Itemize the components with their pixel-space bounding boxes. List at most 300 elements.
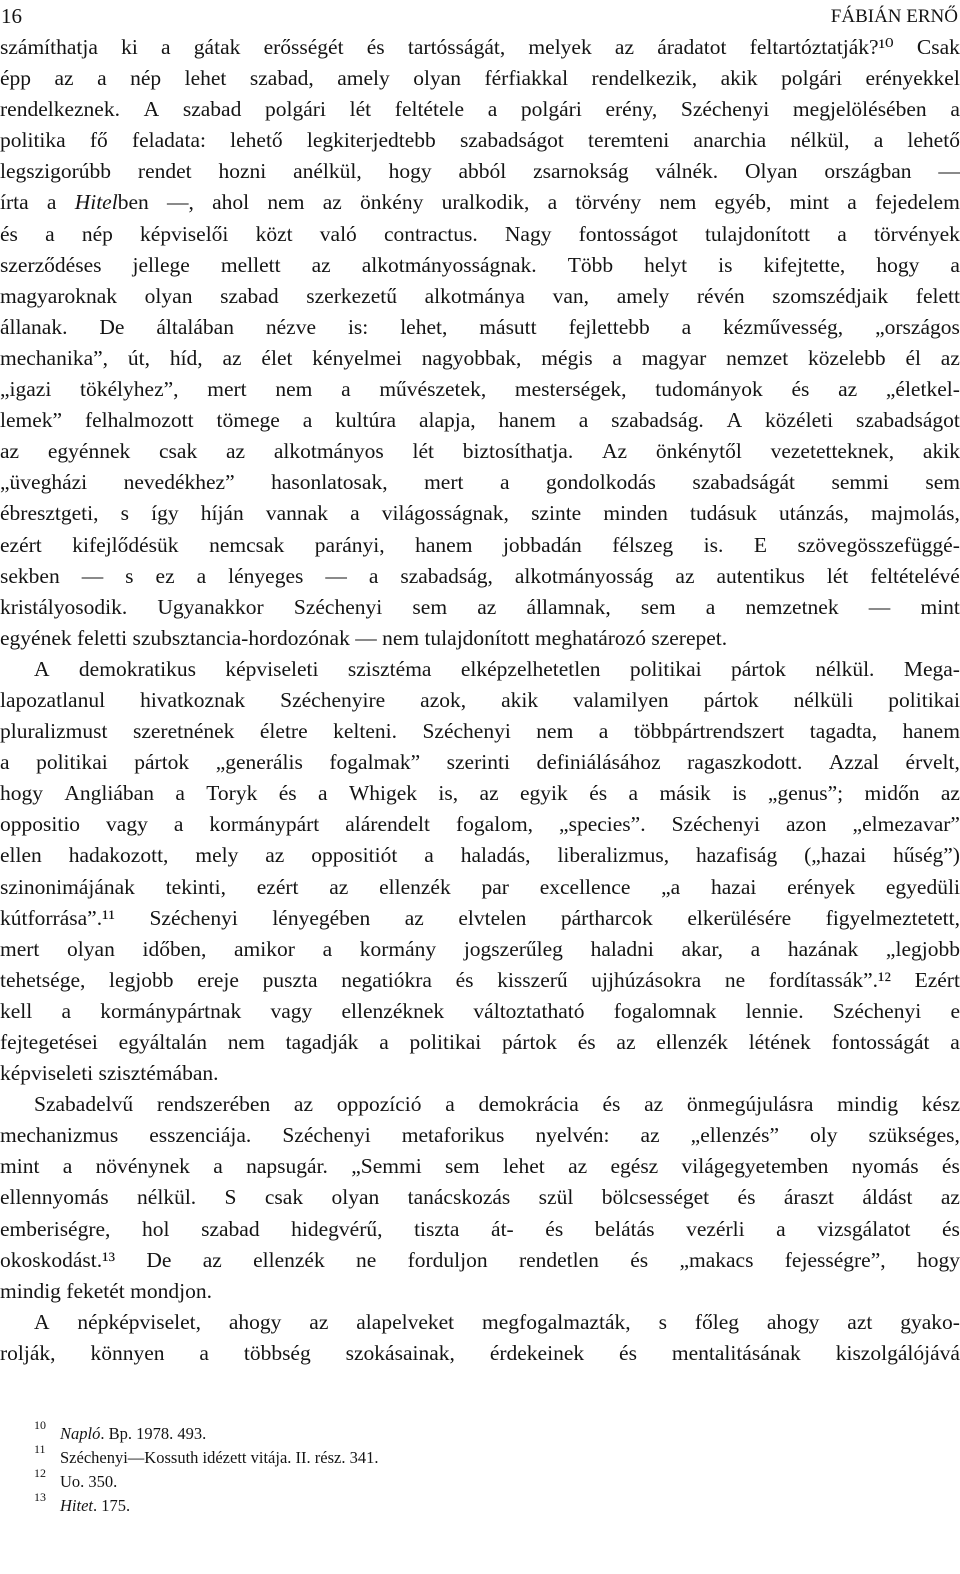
word: is, — [438, 781, 459, 806]
word: Széchenyi — [149, 905, 238, 930]
word: Olyan — [744, 159, 798, 184]
word: emberiségre, — [0, 1216, 111, 1241]
word: lehető — [907, 128, 960, 153]
word: lényegében — [272, 905, 371, 930]
word: a — [61, 998, 72, 1023]
word: szükséges, — [868, 1123, 960, 1148]
word: szabad — [182, 97, 242, 122]
word: szül — [538, 1185, 574, 1210]
word: utánzás, — [778, 501, 849, 526]
word: ki — [121, 35, 138, 59]
word: és — [737, 1185, 756, 1210]
word: az — [311, 252, 331, 277]
word: fejességre”, — [784, 1247, 886, 1272]
word: a — [318, 781, 328, 806]
word: mindig — [837, 1092, 899, 1117]
word: a — [341, 377, 351, 402]
word: rendszerében — [156, 1092, 271, 1117]
word: sekben — [0, 563, 60, 588]
text-line — [0, 809, 960, 840]
word: „generális — [215, 750, 303, 775]
word: nélkül, — [790, 128, 850, 153]
word: a — [97, 66, 107, 91]
word: való — [319, 221, 357, 246]
word: és — [366, 35, 385, 59]
word: amely — [616, 283, 670, 308]
word: Hitelben — [74, 190, 149, 215]
word: „ellenzés” — [690, 1123, 779, 1148]
word: negatiókra — [341, 967, 432, 992]
footnotes — [0, 1418, 960, 1518]
word: felett — [915, 283, 960, 308]
word: szabad — [220, 283, 279, 308]
word: a — [950, 1030, 960, 1054]
word: alkotmányos — [273, 439, 384, 464]
word: a — [578, 408, 589, 433]
word: politikai — [888, 687, 960, 712]
page-header — [0, 4, 960, 32]
word: lemek” — [0, 408, 63, 433]
text-line — [0, 716, 960, 747]
word: a — [612, 345, 622, 370]
word: így — [151, 501, 179, 526]
word: mert — [424, 470, 464, 495]
word: a — [547, 190, 558, 215]
word: Széchenyi — [680, 97, 770, 122]
word: hanem — [415, 532, 473, 557]
word: mint — [789, 190, 830, 215]
word: művészetek, — [379, 377, 487, 402]
word: áldást — [862, 1185, 913, 1210]
word: népképviselet, — [77, 1309, 201, 1334]
word: Több — [567, 252, 614, 277]
word: feltétele — [394, 97, 465, 122]
word: tanácskozás — [407, 1185, 511, 1210]
word: definiálásához — [536, 750, 661, 775]
word: lehető — [230, 128, 283, 153]
word: elvtelen — [458, 905, 527, 930]
word: szövegösszefüggé- — [797, 532, 960, 557]
word: szisztéma — [347, 656, 432, 681]
word: hazai — [710, 874, 757, 899]
word: „üvegházi — [0, 470, 88, 495]
word: áraszt — [783, 1185, 834, 1210]
word: bölcsességet — [601, 1185, 710, 1210]
text-line — [0, 94, 960, 125]
word: hogy — [876, 252, 920, 277]
word: ragaszkodott. — [687, 750, 803, 775]
word: kiszolgálójává — [835, 1340, 960, 1365]
word: lényeges — [228, 563, 304, 588]
word: ujjhúzásokra — [591, 967, 702, 992]
word: a — [62, 1154, 73, 1179]
word: napsugár. — [246, 1154, 328, 1179]
word: az — [202, 1247, 222, 1272]
word: egyéb, — [714, 190, 772, 215]
word: és — [619, 1340, 637, 1365]
word: ellenzék — [253, 1247, 325, 1272]
word: tulajdonított — [704, 221, 811, 246]
word: feltartóztatják?¹⁰ — [749, 35, 894, 59]
word: kelteni. — [333, 719, 397, 744]
word: azon — [785, 812, 827, 837]
word: fontosságát — [831, 1030, 930, 1054]
word: ellenzéknek — [341, 998, 445, 1023]
word: szabad — [201, 1216, 260, 1241]
word: mely — [195, 843, 239, 868]
text-line — [0, 156, 960, 187]
word: pártok — [134, 750, 190, 775]
word: időben, — [142, 936, 207, 961]
word: liberalizmus, — [557, 843, 670, 868]
word: az — [614, 35, 635, 59]
text-line — [0, 561, 960, 592]
word: olyan — [331, 1185, 380, 1210]
word: gátak — [193, 35, 241, 59]
word: parányi, — [314, 532, 385, 557]
word: Széchenyi — [293, 594, 383, 619]
word: az — [479, 781, 499, 806]
word: rendet — [137, 159, 192, 184]
word: képviseleti — [225, 656, 319, 681]
word: a — [45, 221, 55, 246]
word: és — [577, 1030, 596, 1054]
line-text: képviseleti szisztémában. — [0, 1061, 219, 1086]
word: — — [938, 159, 960, 184]
word: pártok — [730, 656, 786, 681]
word: a — [161, 35, 171, 59]
word: magyar — [641, 345, 707, 370]
word: a — [628, 781, 639, 806]
word: akik — [922, 439, 960, 464]
word: a — [368, 563, 379, 588]
text-line — [0, 125, 960, 156]
text-line — [0, 747, 960, 778]
word: szerkezetű — [306, 283, 397, 308]
text-line — [0, 32, 960, 63]
word: Ezért — [914, 967, 960, 992]
word: akik — [720, 66, 758, 91]
word: akar, — [681, 936, 724, 961]
word: midőn — [864, 781, 920, 806]
word: Széchenyire — [280, 687, 386, 712]
footnote-text: Uo. 350. — [60, 1472, 118, 1491]
word: mellett — [220, 252, 281, 277]
word: fő — [89, 128, 108, 153]
text-line — [0, 996, 960, 1027]
word: élet — [261, 345, 293, 370]
word: ébresztgeti, — [0, 501, 99, 526]
word: fejtegetései — [0, 1030, 98, 1054]
word: hogy — [916, 1247, 960, 1272]
word: és — [602, 1092, 621, 1117]
word: az — [940, 1185, 960, 1210]
text-line — [0, 1307, 960, 1338]
word: uralkodik, — [441, 190, 530, 215]
footnote-text: Hitet. 175. — [60, 1496, 131, 1515]
word: pártok — [703, 687, 759, 712]
word: S — [224, 1185, 237, 1210]
word: szabadságát — [692, 470, 796, 495]
word: A — [34, 656, 50, 681]
word: jellege — [132, 252, 190, 277]
word: azt — [847, 1309, 873, 1334]
word: hazának — [787, 936, 859, 961]
word: haladni — [590, 936, 654, 961]
word: — — [325, 563, 347, 588]
word: ellenzék — [656, 1030, 728, 1054]
word: egész — [610, 1154, 659, 1179]
word: a — [837, 221, 847, 246]
word: önmegújulásra — [686, 1092, 814, 1117]
word: főleg — [694, 1309, 739, 1334]
word: országban — [824, 159, 912, 184]
word: mégis — [541, 345, 593, 370]
word: az — [640, 1123, 660, 1148]
text-line — [0, 654, 960, 685]
word: hidegvérű, — [291, 1216, 383, 1241]
word: lét — [349, 97, 372, 122]
word: az — [329, 874, 349, 899]
word: Csak — [916, 35, 960, 59]
word: tökélyhez”, — [80, 377, 179, 402]
word: életre — [259, 719, 308, 744]
word: szabadság, — [400, 563, 493, 588]
word: mert — [207, 377, 247, 402]
word: hazafiság — [696, 843, 778, 868]
word: ne — [356, 1247, 377, 1272]
word: Whigek — [348, 781, 418, 806]
word: politikai — [629, 656, 702, 681]
word: melyek — [528, 35, 592, 59]
word: demokrácia — [478, 1092, 579, 1117]
word: lehet, — [400, 314, 448, 339]
word: az — [309, 1309, 329, 1334]
text-line — [0, 467, 960, 498]
footnote-number: 11 — [34, 1442, 46, 1456]
text-line — [0, 872, 960, 903]
word: anélkül, — [293, 159, 362, 184]
word: érdekeinek — [489, 1340, 585, 1365]
word: tagadják — [285, 1030, 359, 1054]
word: az — [644, 1092, 664, 1117]
word: a — [950, 252, 960, 277]
word: alárendelt — [345, 812, 431, 837]
word: Mega- — [903, 656, 960, 681]
text-line — [0, 312, 960, 343]
word: olyan — [67, 936, 115, 961]
word: rendelkezik, — [591, 66, 698, 91]
word: szabad, — [249, 66, 314, 91]
word: jobbadán — [502, 532, 582, 557]
word: „genus”; — [767, 781, 844, 806]
word: kell — [0, 998, 33, 1023]
word: híján — [200, 501, 244, 526]
word: legkiterjedtebb — [306, 128, 436, 153]
word: a — [379, 1030, 389, 1054]
word: másik — [659, 781, 711, 806]
word: metaforikus — [401, 1123, 505, 1148]
text-line — [0, 778, 960, 809]
word: közéleti — [765, 408, 834, 433]
word: hadakozott, — [68, 843, 169, 868]
word: kézművesség, — [723, 314, 844, 339]
word: mechanizmus — [0, 1123, 119, 1148]
word: és — [545, 1216, 564, 1241]
word: polgári — [520, 97, 582, 122]
word: erősségét — [263, 35, 344, 59]
word: többpártrendszert — [633, 719, 785, 744]
word: kényelmei — [312, 345, 402, 370]
word: mint — [0, 1154, 40, 1179]
word: azok, — [420, 687, 467, 712]
word: sem — [925, 470, 960, 495]
word: De — [146, 1247, 172, 1272]
text-line — [0, 1058, 960, 1089]
word: okoskodást.¹³ — [0, 1247, 116, 1272]
word: vagy — [270, 998, 313, 1023]
word: sem — [412, 594, 448, 619]
word: a — [776, 1216, 786, 1241]
text-line — [0, 1151, 960, 1182]
text-line — [0, 592, 960, 623]
word: az — [54, 66, 74, 91]
text-line — [0, 840, 960, 871]
word: félszeg — [612, 532, 674, 557]
word: belátás — [594, 1216, 655, 1241]
word: többség — [243, 1340, 311, 1365]
word: az — [225, 439, 246, 464]
footnote-number: 13 — [34, 1490, 46, 1504]
word: abból — [458, 159, 507, 184]
word: polgári — [781, 66, 843, 91]
word: amely — [337, 66, 390, 91]
word: gyako- — [900, 1309, 960, 1334]
text-line — [0, 343, 960, 374]
word: Széchenyi — [422, 719, 511, 744]
word: tiszta — [414, 1216, 460, 1241]
word: az — [322, 190, 342, 215]
word: vannak — [265, 501, 328, 526]
word: általában — [156, 314, 234, 339]
word: a — [950, 97, 960, 122]
word: figyelmeztetett, — [825, 905, 960, 930]
word: E — [753, 532, 767, 557]
word: vezetetteknek, — [770, 439, 895, 464]
word: jogszerűleg — [463, 936, 563, 961]
text-line — [0, 1182, 960, 1213]
word: az — [477, 594, 497, 619]
word: biztosíthatja. — [462, 439, 574, 464]
word: Angliában — [64, 781, 154, 806]
word: Szabadelvű — [34, 1092, 134, 1117]
word: az — [265, 843, 285, 868]
word: van, — [552, 283, 590, 308]
word: és — [791, 377, 810, 402]
word: A — [143, 97, 160, 122]
word: mert — [0, 936, 40, 961]
text-line — [0, 1120, 960, 1151]
word: szabadságot — [855, 408, 960, 433]
word: tömege — [216, 408, 280, 433]
word: ezért — [256, 874, 299, 899]
word: amikor — [234, 936, 295, 961]
word: az — [0, 439, 20, 464]
word: Széchenyi — [671, 812, 760, 837]
word: világosságnak, — [381, 501, 509, 526]
word: szabadság. — [611, 408, 704, 433]
word: ne — [724, 967, 746, 992]
word: és — [630, 1247, 649, 1272]
word: fejedelem — [875, 190, 960, 215]
word: —, — [167, 190, 194, 215]
text-line — [0, 1089, 960, 1120]
word: lehet — [502, 1154, 545, 1179]
text-line — [0, 1245, 960, 1276]
text-line — [0, 63, 960, 94]
word: az — [940, 781, 960, 806]
word: hol — [142, 1216, 170, 1241]
word: szeretnének — [132, 719, 235, 744]
word: szomszédjaik — [772, 283, 889, 308]
text-line — [0, 685, 960, 716]
word: áradatot — [657, 35, 727, 59]
word: könnyen — [90, 1340, 165, 1365]
footnote-source: Napló — [60, 1424, 101, 1443]
word: ezért — [0, 532, 42, 557]
word: forduljon — [407, 1247, 488, 1272]
word: az — [838, 377, 858, 402]
word: a — [445, 1092, 455, 1117]
footnote-number: 12 — [34, 1466, 46, 1480]
word: alkotmánya — [424, 283, 525, 308]
word: és — [589, 781, 608, 806]
text-line — [0, 436, 960, 467]
word: kifejlődésük — [72, 532, 179, 557]
word: át- — [491, 1216, 514, 1241]
page-number: 16 — [1, 4, 22, 28]
word: teremteni — [588, 128, 670, 153]
word: pártharcok — [560, 905, 653, 930]
word: nevedékhez” — [123, 470, 235, 495]
word: a — [598, 719, 609, 744]
word: a — [705, 594, 716, 619]
word: szinonimájának — [0, 874, 135, 899]
word: az — [616, 1030, 636, 1054]
word: mechanika”, — [0, 345, 109, 370]
word: demokratikus — [78, 656, 196, 681]
word: növénynek — [95, 1154, 190, 1179]
text-line — [0, 623, 960, 654]
word: esszenciája. — [149, 1123, 252, 1148]
word: nyelvén: — [535, 1123, 610, 1148]
word: par — [481, 874, 509, 899]
text-line — [0, 530, 960, 561]
word: tudásuk — [689, 501, 757, 526]
word: vezérli — [686, 1216, 745, 1241]
word: egyénnek — [47, 439, 131, 464]
footnote-text: Napló. Bp. 1978. 493. — [60, 1424, 207, 1443]
word: A — [726, 408, 743, 433]
word: kútforrása”.¹¹ — [0, 905, 115, 930]
word: államnak, — [526, 594, 611, 619]
word: válnék. — [655, 159, 719, 184]
word: hozni — [218, 159, 267, 184]
word: lét — [412, 439, 434, 464]
word: kész — [921, 1092, 960, 1117]
word: szerződéses — [0, 252, 102, 277]
word: a — [487, 97, 498, 122]
